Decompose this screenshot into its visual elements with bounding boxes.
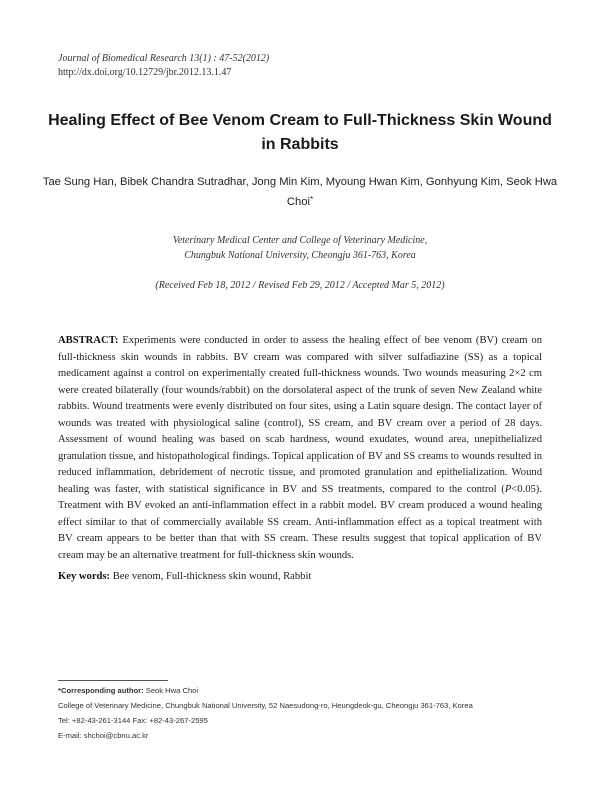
keywords-text: Bee venom, Full-thickness skin wound, Rabbit (110, 571, 312, 582)
received-dates: (Received Feb 18, 2012 / Revised Feb 29, 2012 / Accepted Mar 5, 2012) (155, 280, 445, 291)
abstract-label: ABSTRACT: (58, 335, 119, 346)
abstract-text-a: Experiments were conducted in order to assess the healing effect of bee venom (BV) cream on full-thickness skin wounds in rabbits. BV cream was compared with silver sulfadiazine (SS) as a topical medicament against a control on experimentally created full-thickness wounds. Two wounds measuring 2×2 cm were created bilaterally (four wounds/rabbit) on the dorsolateral aspect of the trunk of seven New Zealand white rabbits. Wound treatments were evenly distributed on four sites, using a Latin square design. The contact layer of wounds was treated with physiological saline (control), SS cream, and BV cream over a period of 28 days. Assessment of wound healing was based on scab hardness, wound exudates, wound area, unepithelialized granulation tissue, and histopathological findings. Topical application of BV and SS creams to wounds resulted in reduced inflammation, debridement of necrotic tissue, and promoted granulation and epithelialization. Wound healing was faster, with statistical significance in BV and SS treatments, compared to the control ( (58, 335, 542, 495)
affiliation-line-2: Chungbuk National University, Cheongju 361-763, Korea (184, 250, 416, 261)
footnote-email[interactable]: E-mail: shchoi@cbnu.ac.kr (58, 731, 149, 740)
footnote-address: College of Veterinary Medicine, Chungbuk National University, 52 Naesudong-ro, Heungdeok-gu, Cheongju 361-763, Korea (58, 701, 473, 710)
abstract-text-b: <0.05). Treatment with BV evoked an anti-inflammation effect in a rabbit model. BV cream produced a wound healing effect similar to that of commercially available SS cream. Anti-inflammation effect as a topical treatment with BV cream appears to be better than that with SS cream. These results suggest that topical application of BV cream may be an alternative treatment for full-thickness skin wounds. (58, 483, 542, 561)
corresponding-mark: * (309, 195, 314, 204)
authors-text: Tae Sung Han, Bibek Chandra Sutradhar, Jong Min Kim, Myoung Hwan Kim, Gonhyung Kim, Seok Hwa Choi (42, 176, 558, 208)
p-value-symbol: P (504, 483, 512, 495)
corresponding-name: Seok Hwa Choi (143, 686, 199, 695)
abstract (58, 333, 542, 564)
keywords (58, 569, 542, 584)
footnote-divider (58, 680, 168, 681)
footnote-corresponding (58, 685, 548, 696)
affiliation-line-1: Veterinary Medical Center and College of Veterinary Medicine, (172, 235, 428, 246)
doi-link[interactable]: http://dx.doi.org/10.12729/jbr.2012.13.1.47 (58, 67, 232, 78)
corresponding-label: *Corresponding author: (58, 686, 144, 695)
paper-title: Healing Effect of Bee Venom Cream to Full-Thickness Skin Wound in Rabbits (48, 112, 552, 153)
footnote-phone: Tel: +82-43-261-3144 Fax: +82-43-267-2595 (58, 716, 208, 725)
journal-citation: Journal of Biomedical Research 13(1) : 47-52(2012) (58, 53, 270, 64)
keywords-label: Key words: (58, 571, 111, 582)
affiliation (40, 233, 560, 263)
author-list (40, 174, 560, 211)
